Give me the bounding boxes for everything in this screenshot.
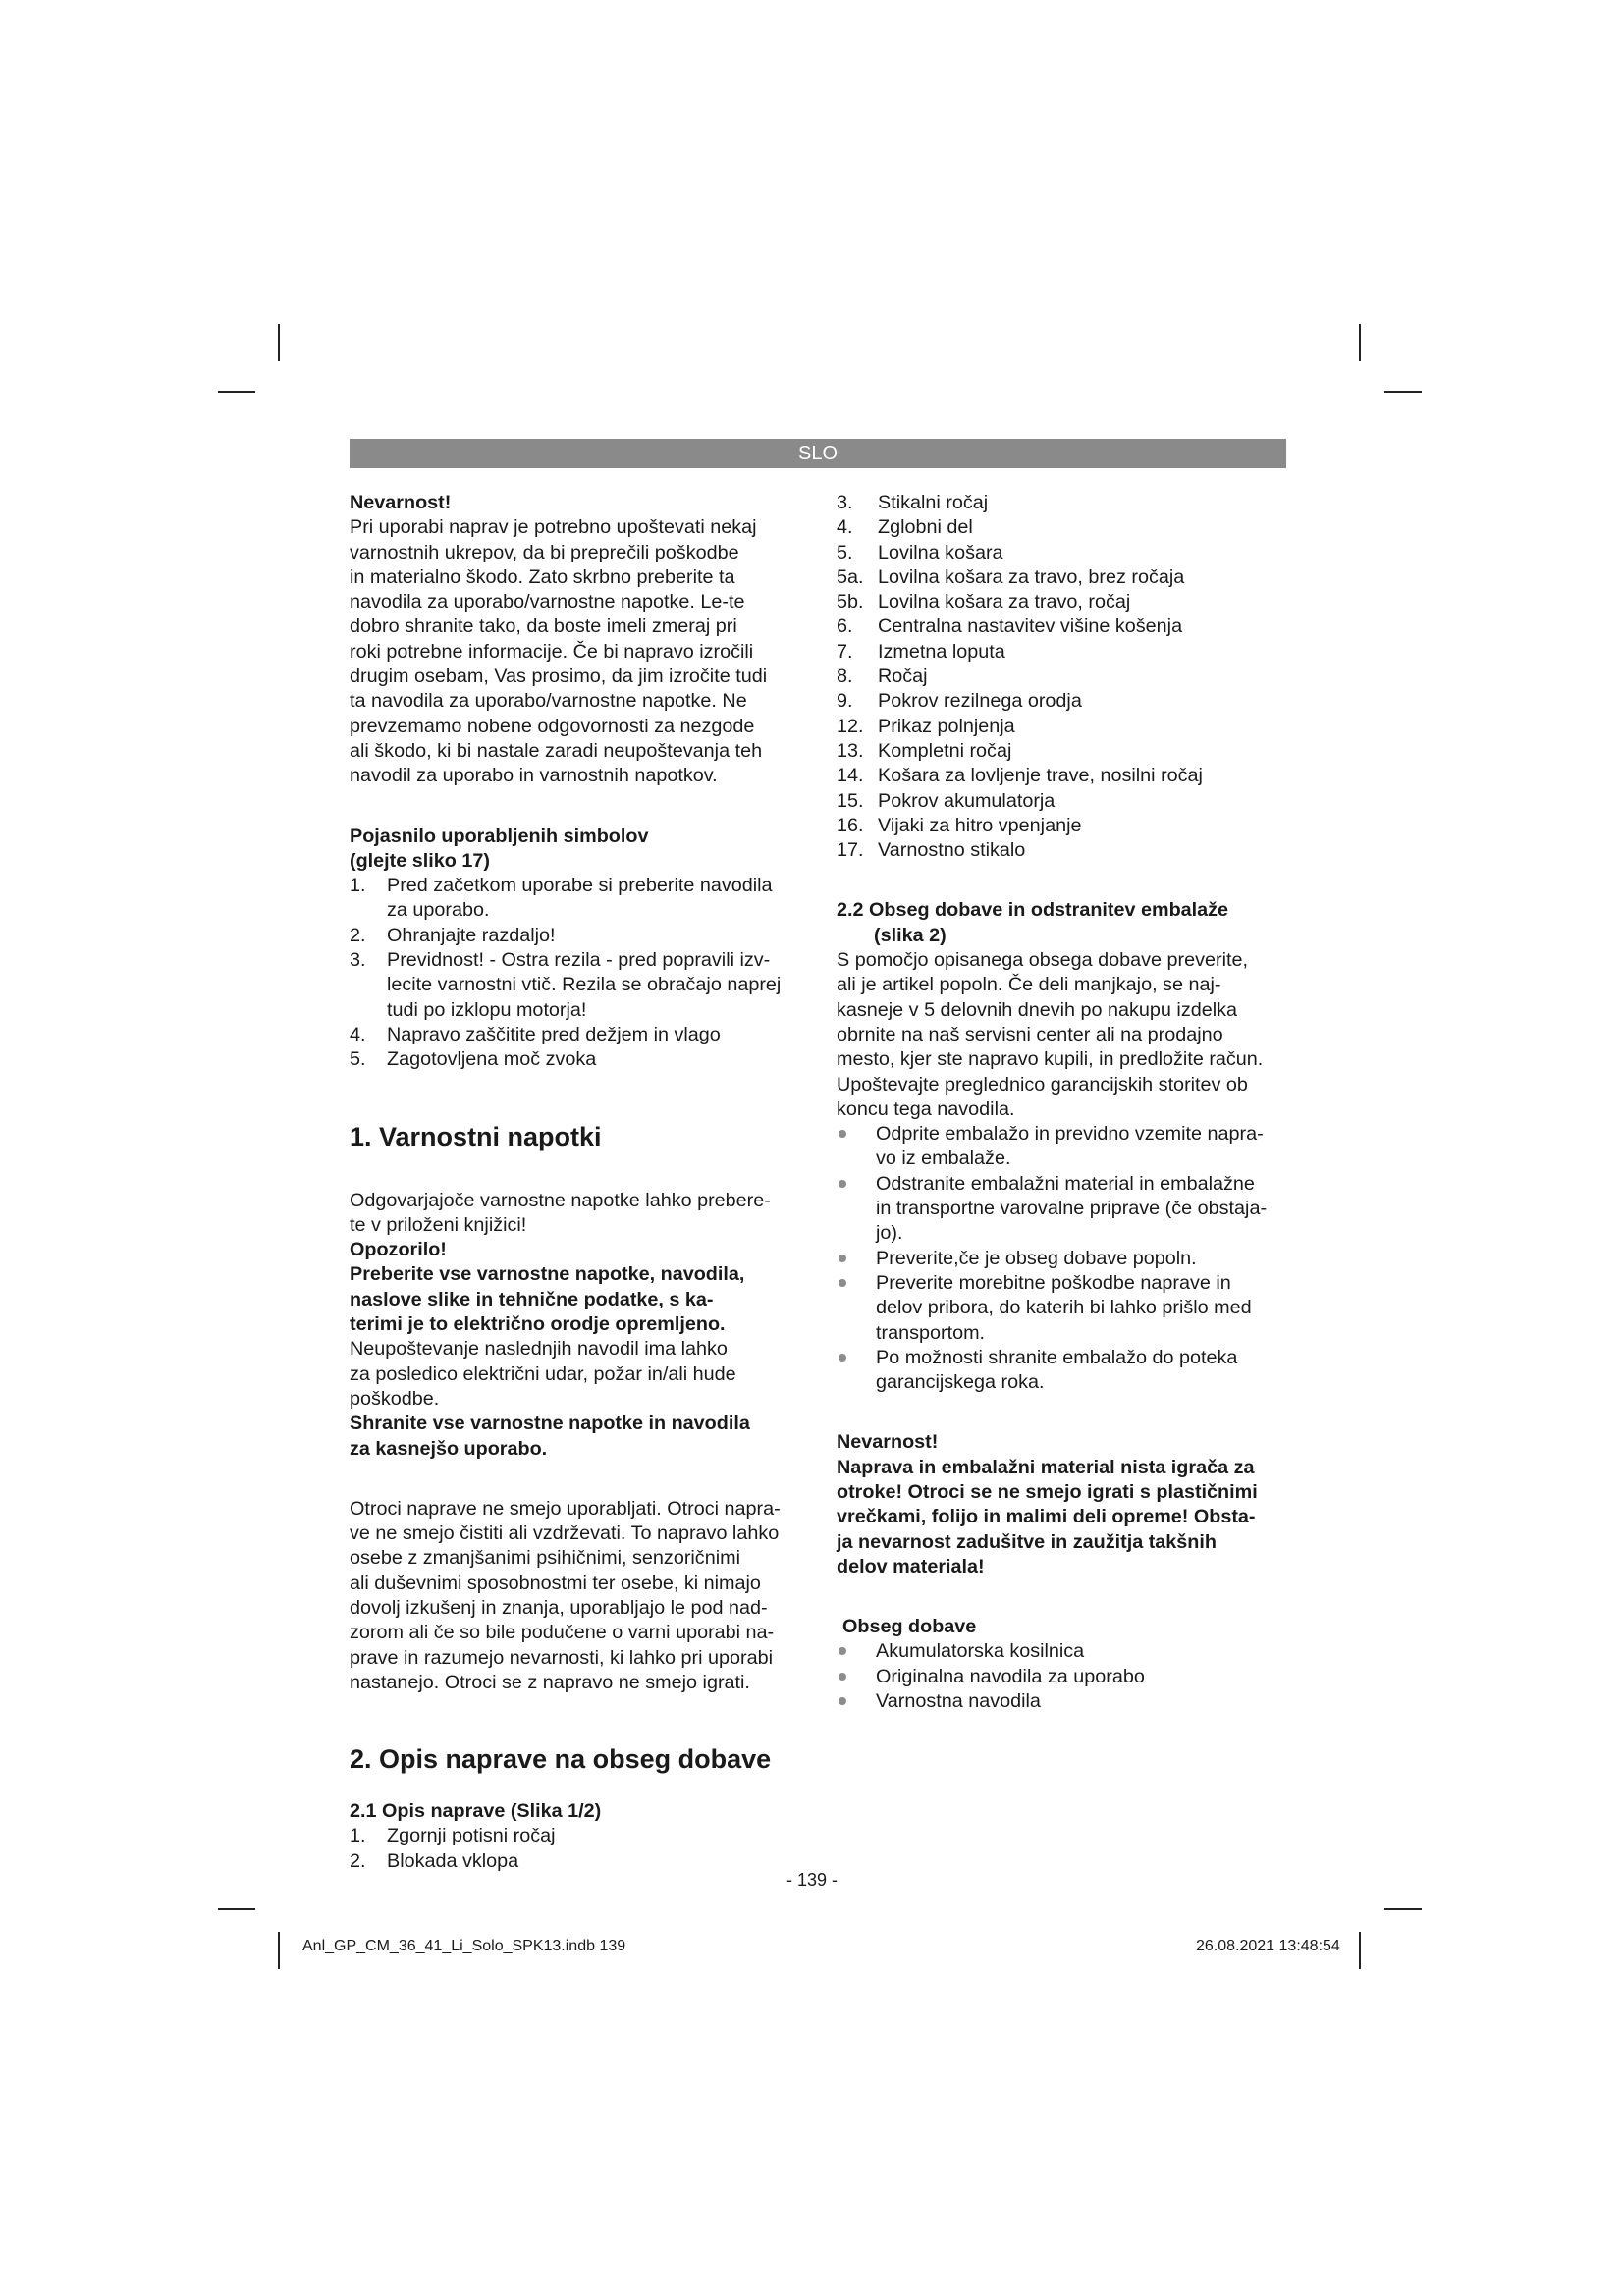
text-line: nastanejo. Otroci se z napravo ne smejo igrati. [350,1671,750,1693]
text-line: otroke! Otroci se ne smejo igrati s plastičnimi [837,1480,1258,1503]
list-item: 1. Zgornji potisni ročaj [350,1825,556,1847]
list-item: 5. Lovilna košara [837,541,1003,563]
bullet-icon [839,1673,846,1681]
list-item: 7. Izmetna loputa [837,640,1005,663]
text-line: Shranite vse varnostne napotke in navodila [350,1413,750,1435]
list-item: 5. Zagotovljena moč zvoka [350,1048,597,1071]
parts-list-b [837,491,1298,863]
text-line: drugim osebam, Vas prosimo, da jim izročite tudi [350,666,768,688]
text-line: zorom ali če so bile podučene o varni uporabi na- [350,1622,775,1644]
list-item: Odprite embalažo in previdno vzemite napra- vo iz embalaže. [837,1122,1298,1172]
text-line: ve ne smejo čistiti ali vzdrževati. To napravo lahko [350,1522,780,1545]
text-line: za kasnejšo uporabo. [350,1437,548,1460]
list-item: 8. Ročaj [837,666,928,688]
crop-mark-top-right-horizontal [1384,391,1422,393]
text-line: mesto, kjer ste napravo kupili, in predložite račun. [837,1048,1264,1071]
list-item: 3. Stikalni ročaj [837,492,989,513]
text-line: delov materiala! [837,1555,985,1577]
crop-mark-bottom-right-vertical [1359,1932,1361,1969]
symbols-subheading: (glejte sliko 17) [350,849,490,872]
text-line: navodila za uporabo/varnostne napotke. Le-te [350,591,745,614]
text-line: prave in razumejo nevarnosti, ki lahko pri uporabi [350,1646,774,1669]
subsection-2-2-subtitle: (slika 2) [874,924,947,946]
unpacking-bullets [837,1122,1298,1395]
danger-title: Nevarnost! [837,1431,939,1454]
text-line: koncu tega navodila. [837,1097,1015,1120]
text-line: za posledico električni udar, požar in/ali hude [350,1362,736,1385]
text-line: ta navodila za uporabo/varnostne napotke. Ne [350,690,747,713]
text-line: in materialno škodo. Zato skrbno preberite ta [350,565,735,588]
list-item: 16. Vijaki za hitro vpenjanje [837,814,1082,836]
list-item: Varnostna navodila [837,1689,1298,1714]
symbols-list [350,874,811,1072]
text-line: Neupoštevanje naslednjih navodil ima lahko [350,1338,728,1361]
bullet-icon [839,1354,846,1362]
text-line: Preberite vse varnostne napotke, navodila, [350,1263,745,1286]
text-line: dobro shranite tako, da boste imeli zmeraj pri [350,615,737,638]
crop-mark-top-right-vertical [1359,324,1361,361]
list-item: Akumulatorska kosilnica [837,1639,1298,1664]
list-item: 9. Pokrov rezilnega orodja [837,690,1082,713]
text-line: te v priloženi knjižici! [350,1213,527,1236]
text-line: terimi je to električno orodje opremljeno. [350,1313,726,1336]
bullet-icon [839,1130,846,1138]
text-line: Odgovarjajoče varnostne napotke lahko prebere- [350,1189,771,1211]
list-item: Po možnosti shranite embalažo do poteka garancijskega roka. [837,1346,1298,1396]
crop-mark-top-left-vertical [278,324,280,361]
section-1-title: 1. Varnostni napotki [350,1121,602,1151]
list-item: 4. Napravo zaščitite pred dežjem in vlago [350,1023,721,1045]
text-line: S pomočjo opisanega obsega dobave preverite, [837,949,1248,972]
bullet-icon [839,1180,846,1188]
text-line: poškodbe. [350,1387,440,1410]
parts-list-a [350,1824,811,1874]
text-line: roki potrebne informacije. Če bi napravo izročili [350,640,754,663]
list-item: 14. Košara za lovljenje trave, nosilni ročaj [837,765,1203,787]
bullet-icon [839,1255,846,1262]
bullet-icon [839,1647,846,1655]
crop-mark-bottom-left-vertical [278,1932,280,1969]
list-item: 4. Zglobni del [837,516,973,539]
text-line: prevzemamo nobene odgovornosti za nezgode [350,715,755,737]
list-item: 2. Blokada vklopa [350,1849,519,1872]
left-column [350,491,811,1874]
text-line: Otroci naprave ne smejo uporabljati. Otroci napra- [350,1497,781,1520]
list-item: 12. Prikaz polnjenja [837,715,1015,737]
subsection-2-1-title: 2.1 Opis naprave (Slika 1/2) [350,1800,602,1823]
list-item: Preverite,če je obseg dobave popoln. [837,1247,1298,1271]
crop-mark-top-left-horizontal [218,391,255,393]
page-number: - 139 - [785,1870,839,1890]
text-line: Naprava in embalažni material nista igrača za [837,1456,1255,1478]
text-line: varnostnih ukrepov, da bi preprečili poškodbe [350,541,739,563]
text-line: ali duševnimi sposobnostmi ter osebe, ki nimajo [350,1572,761,1594]
danger-paragraph [350,515,811,788]
list-item: 17. Varnostno stikalo [837,839,1026,862]
section-2-title: 2. Opis naprave na obseg dobave [350,1744,772,1775]
text-line: navodil za uporabo in varnostnih napotkov. [350,765,718,787]
text-line: Upoštevajte preglednico garancijskih storitev ob [837,1073,1248,1095]
text-line: ali škodo, ki bi nastale zaradi neupoštevanja teh [350,739,763,762]
list-item: 5b. Lovilna košara za travo, ročaj [837,591,1131,614]
text-line: ja nevarnost zadušitve in zaužitja takšnih [837,1530,1217,1553]
language-header-bar [350,439,1286,468]
bullet-icon [839,1279,846,1287]
list-item: 5a. Lovilna košara za travo, brez ročaja [837,565,1185,588]
file-info: Anl_GP_CM_36_41_Li_Solo_SPK13.indb 139 [302,1938,626,1954]
children-paragraph [350,1497,811,1695]
list-item: 15. Pokrov akumulatorja [837,789,1056,812]
scope-paragraph [837,948,1298,1122]
text-line: osebe z zmanjšanimi psihičnimi, senzoričnimi [350,1547,740,1570]
crop-mark-bottom-left-horizontal [218,1908,255,1910]
scope-list [837,1639,1298,1714]
list-item: 6. Centralna nastavitev višine košenja [837,615,1183,638]
language-label: SLO [797,443,839,464]
scope-title: Obseg dobave [842,1616,977,1638]
danger-title: Nevarnost! [350,492,452,513]
list-item: Originalna navodila za uporabo [837,1665,1298,1689]
text-line: kasneje v 5 delovnih dnevih po nakupu izdelka [837,998,1237,1021]
list-item: Preverite morebitne poškodbe naprave in delov pribora, do katerih bi lahko prišlo med transportom. [837,1271,1298,1346]
warning-title: Opozorilo! [350,1239,447,1261]
text-line: dovolj izkušenj in znanja, uporabljajo le pod nad- [350,1596,768,1619]
list-item: 13. Kompletni ročaj [837,739,1012,762]
print-datetime: 26.08.2021 13:48:54 [1196,1938,1340,1954]
text-line: vrečkami, folijo in malimi deli opreme! Obsta- [837,1506,1256,1528]
subsection-2-2-title: 2.2 Obseg dobave in odstranitev embalaže [837,899,1229,922]
list-item: 1. Pred začetkom uporabe si preberite navodila za uporabo. [350,875,773,922]
text-line: obrnite na naš servisni center ali na prodajno [837,1023,1223,1045]
text-line: ali je artikel popoln. Če deli manjkajo, se naj- [837,974,1221,996]
bullet-icon [839,1697,846,1705]
list-item: 3. Previdnost! - Ostra rezila - pred popravili izv- lecite varnostni vtič. Rezila se obračajo naprej tudi po izklopu motorja! [350,949,782,1021]
text-line: Pri uporabi naprav je potrebno upoštevati nekaj [350,516,757,539]
list-item: Odstranite embalažni material in embalažne in transportne varovalne priprave (če obstaja- jo). [837,1172,1298,1247]
crop-mark-bottom-right-horizontal [1384,1908,1422,1910]
symbols-heading: Pojasnilo uporabljenih simbolov [350,825,649,847]
list-item: 2. Ohranjajte razdaljo! [350,924,556,946]
text-line: naslove slike in tehnične podatke, s ka- [350,1288,714,1310]
right-column [837,491,1298,1714]
